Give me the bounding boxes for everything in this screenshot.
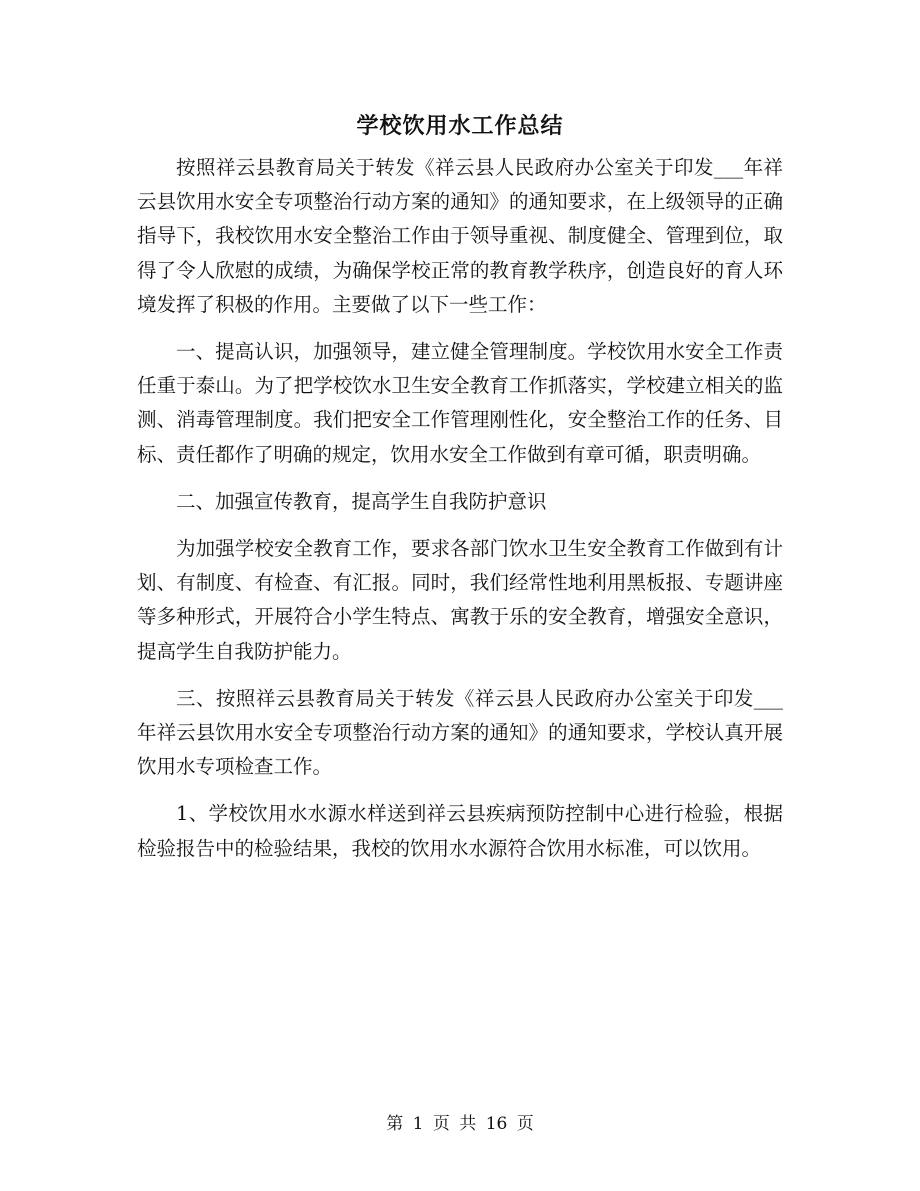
- paragraph-section-2-heading: 二、加强宣传教育，提高学生自我防护意识: [176, 489, 547, 513]
- paragraph-section-3: 三、按照祥云县教育局关于转发《祥云县人民政府办公室关于印发___年祥云县饮用水安全专项整治行动方案的通知》的通知要求，学校认真开展饮用水专项检查工作。: [137, 686, 783, 779]
- paragraph-section-1: 一、提高认识，加强领导，建立健全管理制度。学校饮用水安全工作责任重于泰山。为了把学校饮水卫生安全教育工作抓落实，学校建立相关的监测、消毒管理制度。我们把安全工作管理刚性化，安全整治工作的任务、目标、责任都作了明确的规定，饮用水安全工作做到有章可循，职责明确。: [137, 340, 783, 466]
- page-number-footer: 第 1 页 共 16 页: [386, 1114, 534, 1134]
- document-title: 学校饮用水工作总结: [356, 113, 564, 139]
- document-body: [137, 151, 783, 866]
- paragraph-item-1: 1、学校饮用水水源水样送到祥云县疾病预防控制中心进行检验，根据检验报告中的检验结果，我校的饮用水水源符合饮用水标准，可以饮用。: [137, 802, 783, 860]
- paragraph-intro: 按照祥云县教育局关于转发《祥云县人民政府办公室关于印发___年祥云县饮用水安全专项整治行动方案的通知》的通知要求，在上级领导的正确指导下，我校饮用水安全整治工作由于领导重视、制度健全、管理到位，取得了令人欣慰的成绩，为确保学校正常的教育教学秩序，创造良好的育人环境发挥了积极的作用。主要做了以下一些工作：: [137, 156, 783, 316]
- paragraph-section-2-body: 为加强学校安全教育工作，要求各部门饮水卫生安全教育工作做到有计划、有制度、有检查、有汇报。同时，我们经常性地利用黑板报、专题讲座等多种形式，开展符合小学生特点、寓教于乐的安全教育，增强安全意识，提高学生自我防护能力。: [137, 537, 783, 663]
